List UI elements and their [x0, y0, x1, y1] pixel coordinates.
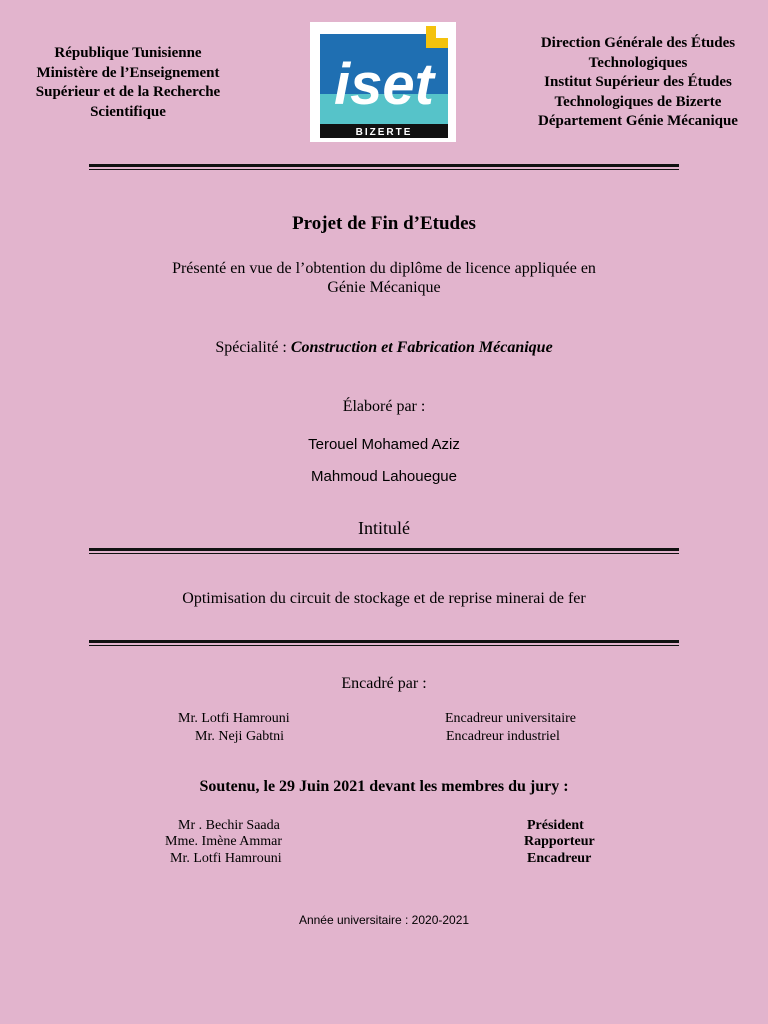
institute-line: Technologiques de Bizerte [554, 93, 722, 110]
iset-logo-graphic [310, 22, 456, 142]
supervisor-role: Encadreur industriel [446, 729, 560, 744]
supervisor-name: Mr. Neji Gabtni [195, 729, 285, 744]
ministry-line: Ministère de l’Enseignement [36, 64, 220, 81]
intitule-text: Optimisation du circuit de stockage et de reprise minerai de fer [182, 590, 586, 607]
institute-header [508, 34, 768, 132]
institute-line: Direction Générale des Études [540, 35, 736, 51]
jury-member-name: Mme. Imène Ammar [165, 834, 283, 849]
intitule-label: Intitulé [358, 518, 410, 538]
author-name: Mahmoud Lahouegue [311, 468, 457, 485]
ministry-line: Supérieur et de la Recherche [35, 84, 221, 100]
presented-line-1: Présenté en vue de l’obtention du diplôme de licence appliquée en [172, 260, 596, 277]
speciality [0, 338, 768, 357]
encadre-label: Encadré par : [341, 675, 427, 692]
academic-year: Année universitaire : 2020-2021 [298, 913, 470, 927]
ministry-header [8, 44, 248, 122]
jury-member-role: Encadreur [527, 851, 592, 866]
institute-line: Technologiques [588, 54, 688, 71]
speciality-value: Construction et Fabrication Mécanique [290, 339, 553, 356]
speciality-label: Spécialité : [215, 339, 291, 356]
supervisor-role: Encadreur universitaire [445, 711, 576, 726]
ministry-line: République Tunisienne [54, 45, 202, 61]
jury-member-name: Mr. Lotfi Hamrouni [170, 851, 282, 866]
divider-top [89, 164, 679, 170]
jury-heading: Soutenu, le 29 Juin 2021 devant les membres du jury : [199, 778, 569, 795]
jury-member-role: Rapporteur [524, 834, 595, 849]
iset-logo [310, 22, 456, 142]
institute-line: Département Génie Mécanique [538, 113, 738, 129]
author-name: Terouel Mohamed Aziz [308, 436, 460, 453]
elabore-label: Élaboré par : [342, 398, 426, 415]
ministry-line: Scientifique [90, 103, 166, 120]
divider-intitule-top [89, 548, 679, 554]
institute-line: Institut Supérieur des Études [544, 74, 732, 90]
project-title: Projet de Fin d’Etudes [292, 213, 476, 234]
divider-intitule-bottom [89, 640, 679, 646]
presented-line-2: Génie Mécanique [327, 279, 441, 296]
logo-subtext: BIZERTE [355, 127, 413, 138]
jury-member-role: Président [527, 818, 584, 833]
jury-member-name: Mr . Bechir Saada [178, 818, 280, 833]
logo-text: iset [334, 52, 434, 117]
supervisor-name: Mr. Lotfi Hamrouni [178, 711, 290, 726]
